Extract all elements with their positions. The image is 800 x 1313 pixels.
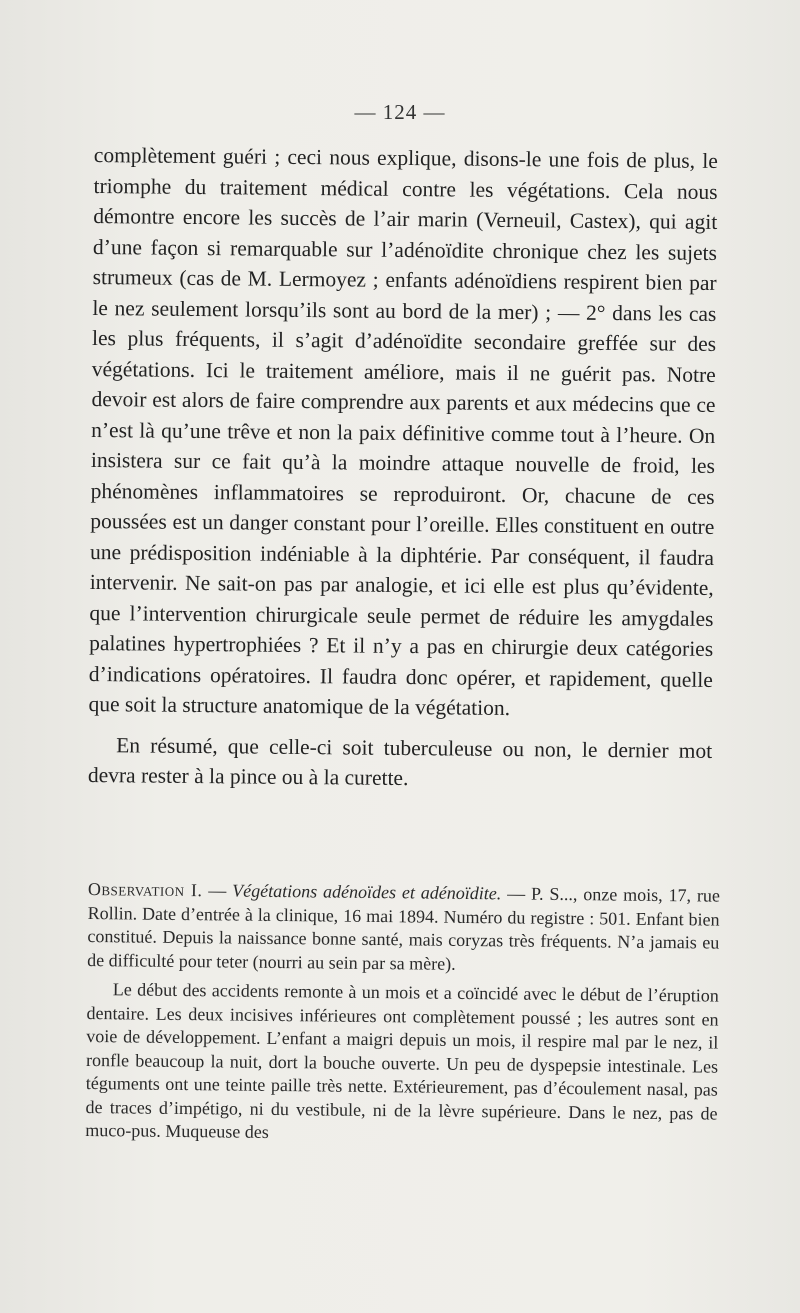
observation-block xyxy=(85,878,720,1149)
main-paragraph-2: En résumé, que celle-ci soit tuberculeuse ou non, le dernier mot devra rester à la pince ou à la curette. xyxy=(87,732,713,791)
main-paragraph-1: complètement guéri ; ceci nous explique, disons-le une fois de plus, le triomphe du traitement médical contre les végétations. Cela nous démontre encore les succès de l’air marin (Verneuil, Castex), qui agit d’une façon si remarquable sur l’adénoïdite chronique chez les sujets strumeux (cas de M. Lermoyez ; enfants adénoïdiens respirent bien par le nez seulement lorsqu’ils sont au bord de la mer) ; — 2° dans les cas les plus fréquents, il s’agit d’adénoïdite secondaire greffée sur des végétations. Ici le traitement améliore, mais il ne guérit pas. Notre devoir est alors de faire comprendre aux parents et aux médecins que ce n’est là qu’une trêve et non la paix définitive comme tout à l’heure. On insistera sur ce fait qu’à la moindre attaque nouvelle de froid, les phénomènes inflammatoires se reproduiront. Or, chacune de ces poussées est un danger constant pour l’oreille. Elles constituent en outre une prédisposition indéniable à la diphtérie. Par conséquent, il faudra intervenir. Ne sait-on pas par analogie, et ici elle est plus qu’évidente, que l’intervention chirurgicale seule permet de réduire les amygdales palatines hypertrophiées ? Et il n’y a pas en chirurgie deux catégories d’indications opératoires. Il faudra donc opérer, et rapidement, quelle que soit la structure anatomique de la végétation. xyxy=(88,142,718,721)
main-text xyxy=(88,140,718,796)
observation-paragraph: Le début des accidents remonte à un mois et a coïncidé avec le début de l’éruption dentaire. Les deux incisives inférieures ont complètement poussé ; les autres sont en voie de développement. L’enfant a maigri depuis un mois, il respire mal par le nez, il ronfle beaucoup la nuit, dort la bouche ouverte. Un peu de dyspepsie intestinale. Les téguments ont une teinte paille très nette. Extérieurement, pas d’écoulement nasal, pas de traces d’impétigo, ni du vestibule, ni de la lèvre supérieure. Dans le nez, pas de muco-pus. Muqueuse des xyxy=(85,979,719,1142)
observation-intro: — P. S..., onze mois, 17, rue Rollin. Date d’entrée à la clinique, 16 mai 1894. Numéro du registre : 501. Enfant bien constitué. Depuis la naissance bonne santé, mais coryzas très fréquents. N’a jamais eu de difficulté pour teter (nourri au sein par sa mère). xyxy=(87,883,721,974)
observation-separator: — xyxy=(202,880,233,901)
observation-label: Observation I. xyxy=(87,878,203,901)
observation-intro-paragraph xyxy=(87,878,720,979)
page-number: — 124 — xyxy=(354,100,446,124)
observation-title: Végétations adénoïdes et adénoïdite. xyxy=(232,880,502,904)
